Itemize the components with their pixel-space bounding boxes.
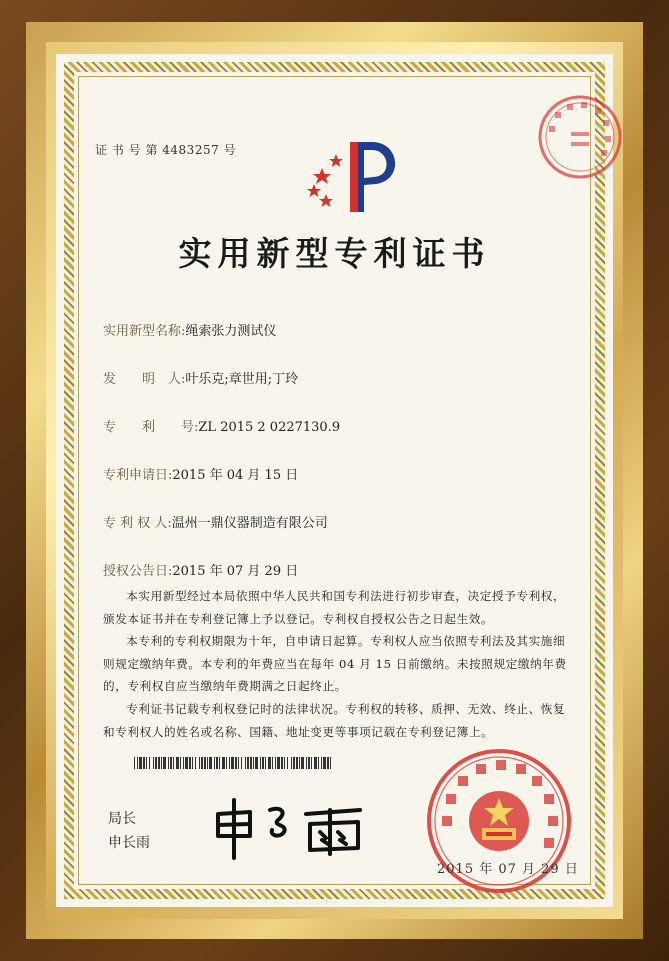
- inventor-row: 发 明 人:叶乐克;章世用;丁玲: [103, 372, 299, 387]
- grant-date-row: 授权公告日:2015 年 07 月 29 日: [103, 564, 299, 579]
- signatory-title: 局长: [108, 811, 136, 827]
- filing-date-row: 专利申请日:2015 年 04 月 15 日: [103, 468, 299, 483]
- agency-seal-icon: [535, 92, 625, 182]
- certificate-number-value: 4483257: [162, 143, 220, 157]
- patent-office-emblem-icon: [302, 132, 412, 217]
- certificate-number: 证 书 号 第 4483257 号: [95, 143, 237, 157]
- body-paragraph-3: 专利证书记载专利权登记时的法律状况。专利权的转移、质押、无效、终止、恢复和专利权人的姓名或名称、国籍、地址变更等事项记载在专利登记簿上。: [103, 702, 566, 739]
- body-paragraph-2: 本专利的专利权期限为十年，自申请日起算。专利权人应当依照专利法及其实施细则规定缴纳年费。本专利的年费应当在每年 04 月 15 日前缴纳。未按照规定缴纳年费的，专利权自应当缴纳年费期满之日起终止。: [103, 634, 567, 693]
- signatory-name: 申长雨: [108, 835, 150, 851]
- certificate-title: 实用新型专利证书: [178, 234, 491, 273]
- utility-model-name-row: 实用新型名称:绳索张力测试仪: [103, 324, 277, 339]
- handwritten-signature-icon: [210, 792, 370, 864]
- barcode-icon: [134, 757, 334, 769]
- body-paragraph-1: 本实用新型经过本局依照中华人民共和国专利法进行初步审查，决定授予专利权，颁发本证书并在专利登记簿上予以登记。专利权自授权公告之日起生效。: [103, 589, 566, 626]
- patent-number-row: 专 利 号:ZL 2015 2 0227130.9: [103, 420, 341, 435]
- seal-date: 2015 年 07 月 29 日: [437, 862, 579, 877]
- patentee-row: 专 利 权 人:温州一鼎仪器制造有限公司: [103, 516, 328, 531]
